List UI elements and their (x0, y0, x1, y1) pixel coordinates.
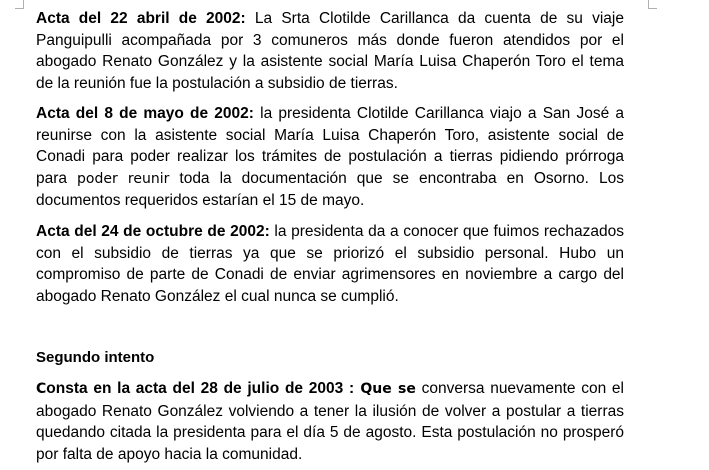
margin-mark-right-h (648, 8, 657, 9)
paragraph-body: La Srta Clotilde Carillanca da cuenta de su viaje Panguipulli acompañada por 3 comuneros más donde fueron atendidos por el abogado Renato González y la asistente social María Luisa Chaperón Toro el tema de la reunión fue la postulación a subsidio de tierras. (36, 10, 624, 92)
paragraph-body: la presidenta Clotilde Carillanca viajo a San José a reunirse con la asistente social María Luisa Chaperón Toro, asistente social de Conadi para poder realizar los trámites de postulación a tierras pidiendo prórroga para (36, 105, 624, 187)
paragraph-body: conversa nuevamente con el abogado Renato González volviendo a tener la ilusión de volver a postular a tierras quedando citada la presidenta para el día 5 de agosto. Esta postulación no prosperó por falta de apoyo hacia la comunidad. (36, 380, 624, 463)
paragraph-lead: Acta del 8 de mayo de 2002: (36, 105, 254, 122)
paragraph-acta-22-abril (36, 8, 624, 94)
paragraph-acta-28-julio (36, 378, 624, 465)
paragraph-acta-8-mayo (36, 103, 624, 212)
paragraph-lead: Acta del 22 abril de 2002: (36, 10, 246, 27)
paragraph-body-alt-font: poder reunir (77, 170, 170, 187)
paragraph-lead: onsta en la acta del 28 de julio de 2003 : (46, 380, 355, 397)
paragraph-body: la presidenta da a conocer que fuimos rechazados con el subsidio de tierras ya que se priorizó el subsidio personal. Hubo un compromiso de parte de Conadi de enviar agrimensores en noviembre a cargo del abogado Renato González el cual nunca se cumplió. (36, 223, 624, 305)
paragraph-lead-initial: C (36, 381, 47, 397)
paragraph-lead-alt-font: Que se (354, 381, 416, 397)
paragraph-body: toda la documentación que se encontraba en Osorno. Los documentos requeridos estarían el 15 de mayo. (36, 169, 624, 209)
margin-mark-left-h (15, 8, 24, 9)
section-heading: Segundo intento (36, 349, 155, 366)
paragraph-acta-24-octubre (36, 221, 624, 307)
paragraph-lead: Acta del 24 de octubre de 2002: (36, 223, 270, 240)
